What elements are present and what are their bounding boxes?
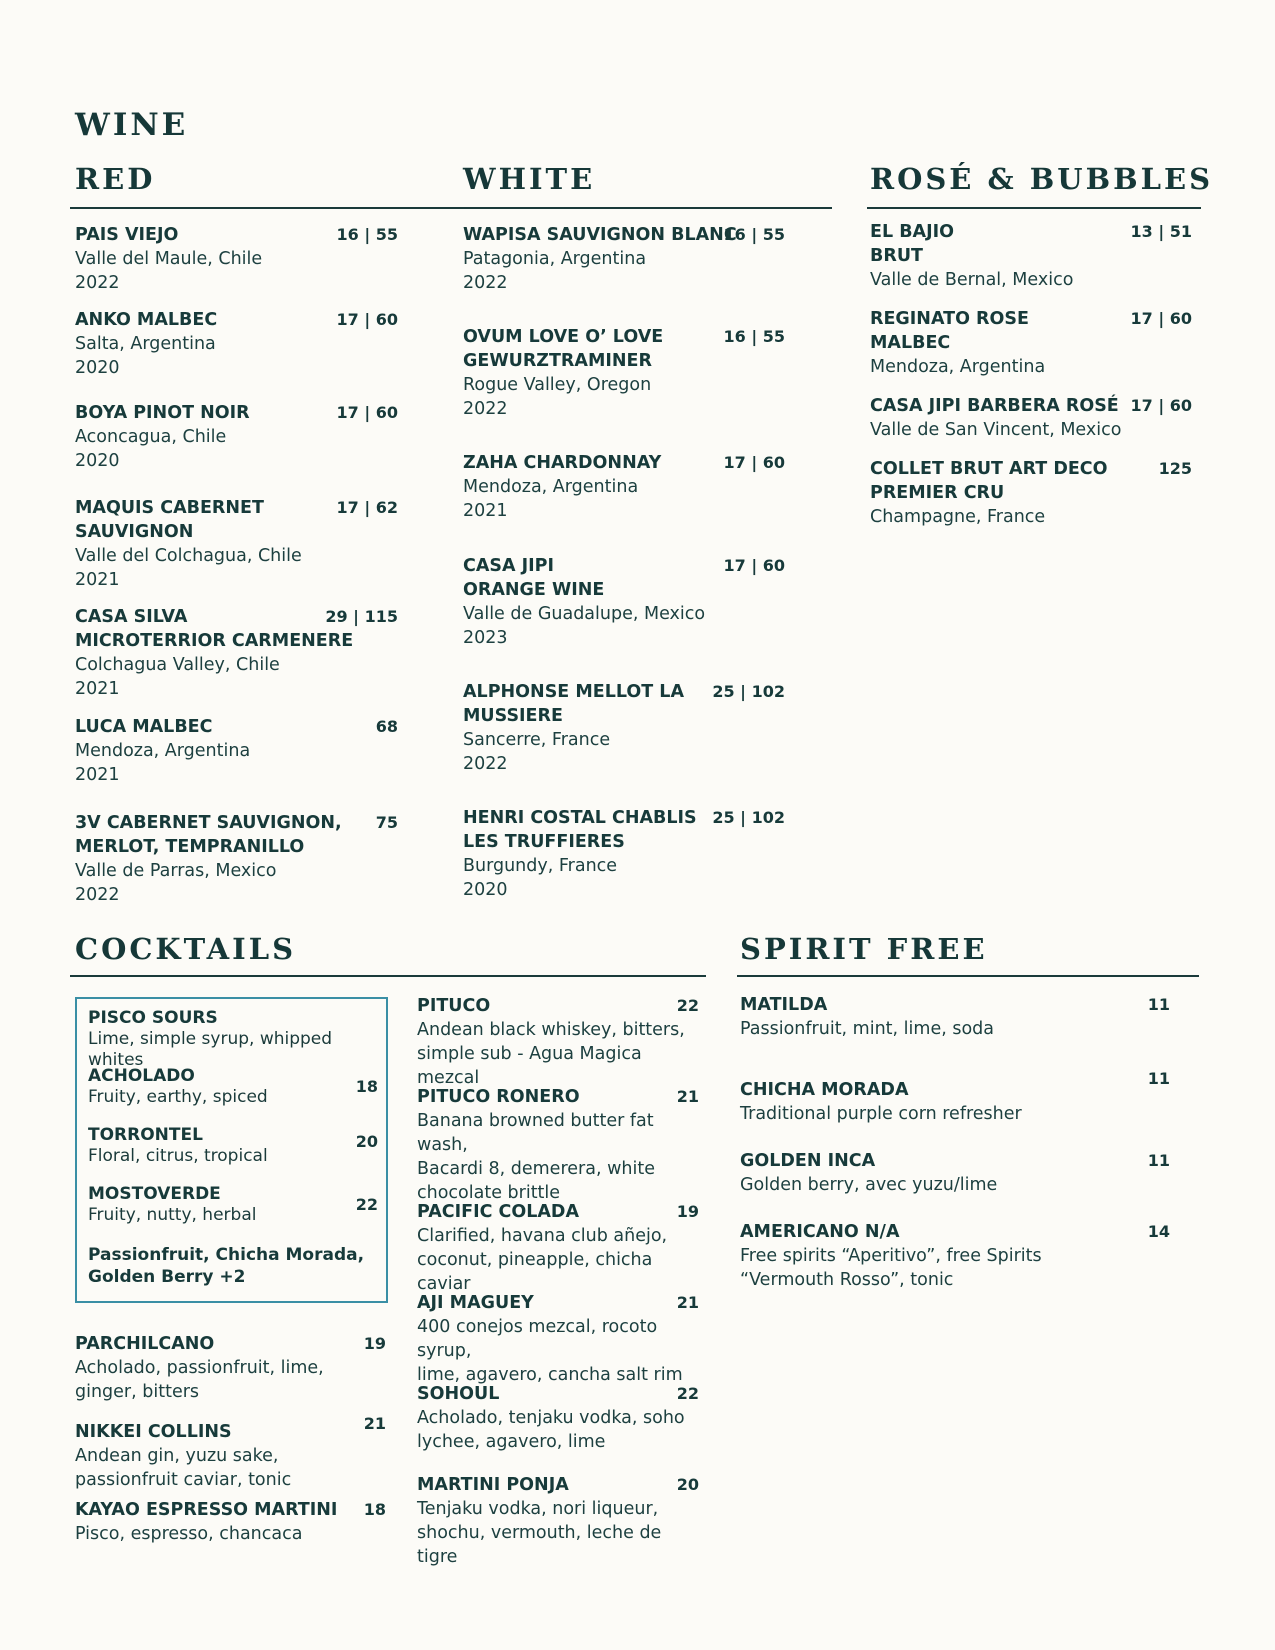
item-name: WAPISA SAUVIGNON BLANC <box>463 225 737 245</box>
list-item <box>75 715 398 787</box>
item-name: AJI MAGUEY <box>417 1293 534 1313</box>
item-desc: Andean gin, yuzu sake, passionfruit caviar, tonic <box>75 1446 292 1490</box>
item-price: 19 <box>363 1334 386 1353</box>
list-item <box>75 1414 386 1492</box>
item-name: BOYA PINOT NOIR <box>75 403 250 423</box>
list-item <box>75 308 398 380</box>
list-item <box>870 307 1192 379</box>
item-name: CASA JIPI ORANGE WINE <box>463 556 605 600</box>
list-item <box>870 457 1192 529</box>
item-desc: Sancerre, France 2022 <box>463 730 611 774</box>
item-price: 17 | 60 <box>723 453 785 472</box>
item-desc: Valle de San Vincent, Mexico <box>870 420 1122 440</box>
item-desc: Acholado, passionfruit, lime, ginger, bitters <box>75 1358 324 1402</box>
item-price: 17 | 62 <box>336 498 398 517</box>
item-name: OVUM LOVE O’ LOVE GEWURZTRAMINER <box>463 327 664 371</box>
item-price: 29 | 115 <box>325 607 398 626</box>
item-price: 22 <box>676 996 699 1015</box>
item-name: MARTINI PONJA <box>417 1475 569 1495</box>
item-desc: Golden berry, avec yuzu/lime <box>740 1175 998 1195</box>
item-desc: Champagne, France <box>870 507 1046 527</box>
item-name: ZAHA CHARDONNAY <box>463 453 662 473</box>
item-price: 11 <box>1147 1151 1170 1170</box>
list-item <box>463 223 785 295</box>
item-desc: Aconcagua, Chile 2020 <box>75 427 227 471</box>
item-name: PISCO SOURS <box>88 1008 218 1028</box>
item-price: 125 <box>1158 459 1192 478</box>
item-price: 17 | 60 <box>336 310 398 329</box>
item-price: 21 <box>363 1414 386 1433</box>
item-price: 18 <box>355 1077 378 1096</box>
list-item <box>417 1291 699 1387</box>
list-item <box>463 554 785 650</box>
list-item <box>740 1220 1170 1292</box>
item-name: MAQUIS CABERNET SAUVIGNON <box>75 498 264 542</box>
item-name: PAIS VIEJO <box>75 225 179 245</box>
list-item <box>417 994 699 1090</box>
item-name: GOLDEN INCA <box>740 1151 876 1171</box>
list-item <box>417 1473 699 1569</box>
item-name: NIKKEI COLLINS <box>75 1422 232 1442</box>
red-heading: RED <box>75 162 156 196</box>
item-name: KAYAO ESPRESSO MARTINI <box>75 1500 338 1520</box>
item-name: CASA SILVA MICROTERRIOR CARMENERE <box>75 607 354 651</box>
list-item <box>463 325 785 421</box>
item-desc: Acholado, tenjaku vodka, soho lychee, agavero, lime <box>417 1408 685 1452</box>
item-name: MOSTOVERDE <box>88 1184 221 1204</box>
item-price: 17 | 60 <box>1130 309 1192 328</box>
list-item <box>740 1149 1170 1197</box>
list-item <box>88 1066 378 1108</box>
item-price: 25 | 102 <box>712 808 785 827</box>
item-name: MATILDA <box>740 995 828 1015</box>
white-heading: WHITE <box>463 162 596 196</box>
red-rule <box>70 207 455 209</box>
item-price: 18 <box>363 1500 386 1519</box>
item-price: 17 | 60 <box>336 403 398 422</box>
item-price: 20 <box>676 1475 699 1494</box>
item-desc: Mendoza, Argentina <box>870 357 1046 377</box>
item-price: 25 | 102 <box>712 682 785 701</box>
cocktails-heading: COCKTAILS <box>75 932 297 966</box>
item-desc: Rogue Valley, Oregon 2022 <box>463 375 652 419</box>
list-item <box>88 1184 378 1226</box>
list-item <box>417 1085 699 1205</box>
item-price: 22 <box>355 1195 378 1214</box>
list-item <box>463 806 785 902</box>
rose-heading: ROSÉ & BUBBLES <box>870 162 1214 196</box>
item-name: AMERICANO N/A <box>740 1222 900 1242</box>
list-item <box>870 220 1192 292</box>
item-price: 22 <box>676 1384 699 1403</box>
item-name: HENRI COSTAL CHABLIS LES TRUFFIERES <box>463 808 697 852</box>
item-price: 75 <box>375 813 398 832</box>
item-price: 21 <box>676 1087 699 1106</box>
wine-heading: WINE <box>75 107 189 143</box>
item-desc: Valle del Colchagua, Chile 2021 <box>75 546 302 590</box>
spirit-free-rule <box>737 975 1199 977</box>
item-name: PITUCO <box>417 996 491 1016</box>
item-name: COLLET BRUT ART DECO PREMIER CRU <box>870 459 1108 503</box>
item-desc: 400 conejos mezcal, rocoto syrup, lime, agavero, cancha salt rim <box>417 1317 683 1385</box>
list-item <box>417 1200 699 1296</box>
list-item <box>75 811 398 907</box>
item-name: CHICHA MORADA <box>740 1080 909 1100</box>
list-item <box>740 1069 1170 1126</box>
item-desc: Lime, simple syrup, whipped whites <box>88 1029 333 1070</box>
item-desc: Andean black whiskey, bitters, simple sub - Agua Magica mezcal <box>417 1020 685 1088</box>
item-name: PITUCO RONERO <box>417 1087 580 1107</box>
item-price: 17 | 60 <box>723 556 785 575</box>
item-desc: Patagonia, Argentina 2022 <box>463 249 647 293</box>
item-desc: Passionfruit, mint, lime, soda <box>740 1019 994 1039</box>
item-name: REGINATO ROSE MALBEC <box>870 309 1029 353</box>
white-rule <box>455 207 832 209</box>
list-item <box>463 451 785 523</box>
list-item <box>75 1332 386 1404</box>
item-desc: Valle de Guadalupe, Mexico 2023 <box>463 604 706 648</box>
list-item <box>75 605 398 701</box>
item-desc: Tenjaku vodka, nori liqueur, shochu, vermouth, leche de tigre <box>417 1499 662 1567</box>
item-desc: Valle de Bernal, Mexico <box>870 270 1074 290</box>
list-item <box>740 993 1170 1041</box>
pisco-sours-note: Passionfruit, Chicha Morada, Golden Berry +2 <box>88 1245 365 1287</box>
item-name: 3V CABERNET SAUVIGNON, MERLOT, TEMPRANILLO <box>75 813 342 857</box>
item-desc: Floral, citrus, tropical <box>88 1146 268 1166</box>
item-desc: Colchagua Valley, Chile 2021 <box>75 655 280 699</box>
item-name: CASA JIPI BARBERA ROSÉ <box>870 396 1119 416</box>
item-desc: Valle de Parras, Mexico 2022 <box>75 861 277 905</box>
item-name: SOHOUL <box>417 1384 500 1404</box>
item-desc: Valle del Maule, Chile 2022 <box>75 249 263 293</box>
item-desc: Mendoza, Argentina 2021 <box>75 741 251 785</box>
item-desc: Free spirits “Aperitivo”, free Spirits “Vermouth Rosso”, tonic <box>740 1246 1042 1290</box>
list-item <box>417 1382 699 1454</box>
cocktails-rule <box>70 975 706 977</box>
item-name: PARCHILCANO <box>75 1334 215 1354</box>
item-desc: Mendoza, Argentina 2021 <box>463 477 639 521</box>
item-desc: Traditional purple corn refresher <box>740 1104 1022 1124</box>
list-item <box>75 1498 386 1546</box>
item-name: TORRONTEL <box>88 1125 203 1145</box>
item-desc: Fruity, earthy, spiced <box>88 1087 268 1107</box>
item-name: EL BAJIO BRUT <box>870 222 954 266</box>
item-price: 13 | 51 <box>1130 222 1192 241</box>
item-price: 16 | 55 <box>723 225 785 244</box>
list-item <box>870 394 1192 442</box>
list-item <box>75 496 398 592</box>
item-desc: Clarified, havana club añejo, coconut, pineapple, chicha caviar <box>417 1226 668 1294</box>
item-price: 11 <box>1147 1069 1170 1088</box>
item-desc: Salta, Argentina 2020 <box>75 334 216 378</box>
item-name: ACHOLADO <box>88 1066 195 1086</box>
item-desc: Banana browned butter fat wash, Bacardi 8, demerera, white chocolate brittle <box>417 1111 655 1203</box>
item-desc: Pisco, espresso, chancaca <box>75 1524 303 1544</box>
item-name: LUCA MALBEC <box>75 717 213 737</box>
list-item <box>75 223 398 295</box>
item-price: 11 <box>1147 995 1170 1014</box>
item-price: 16 | 55 <box>723 327 785 346</box>
item-name: ALPHONSE MELLOT LA MUSSIERE <box>463 682 684 726</box>
list-item <box>88 1125 378 1167</box>
spirit-free-heading: SPIRIT FREE <box>740 932 988 966</box>
item-price: 20 <box>355 1132 378 1151</box>
item-price: 17 | 60 <box>1130 396 1192 415</box>
item-desc: Burgundy, France 2020 <box>463 856 618 900</box>
item-desc: Fruity, nutty, herbal <box>88 1205 257 1225</box>
item-price: 21 <box>676 1293 699 1312</box>
list-item <box>463 680 785 776</box>
item-price: 19 <box>676 1202 699 1221</box>
item-price: 14 <box>1147 1222 1170 1241</box>
pisco-sours-header <box>88 1008 378 1071</box>
item-name: PACIFIC COLADA <box>417 1202 580 1222</box>
list-item <box>75 401 398 473</box>
item-price: 16 | 55 <box>336 225 398 244</box>
rose-rule <box>867 207 1201 209</box>
item-price: 68 <box>375 717 398 736</box>
item-name: ANKO MALBEC <box>75 310 218 330</box>
